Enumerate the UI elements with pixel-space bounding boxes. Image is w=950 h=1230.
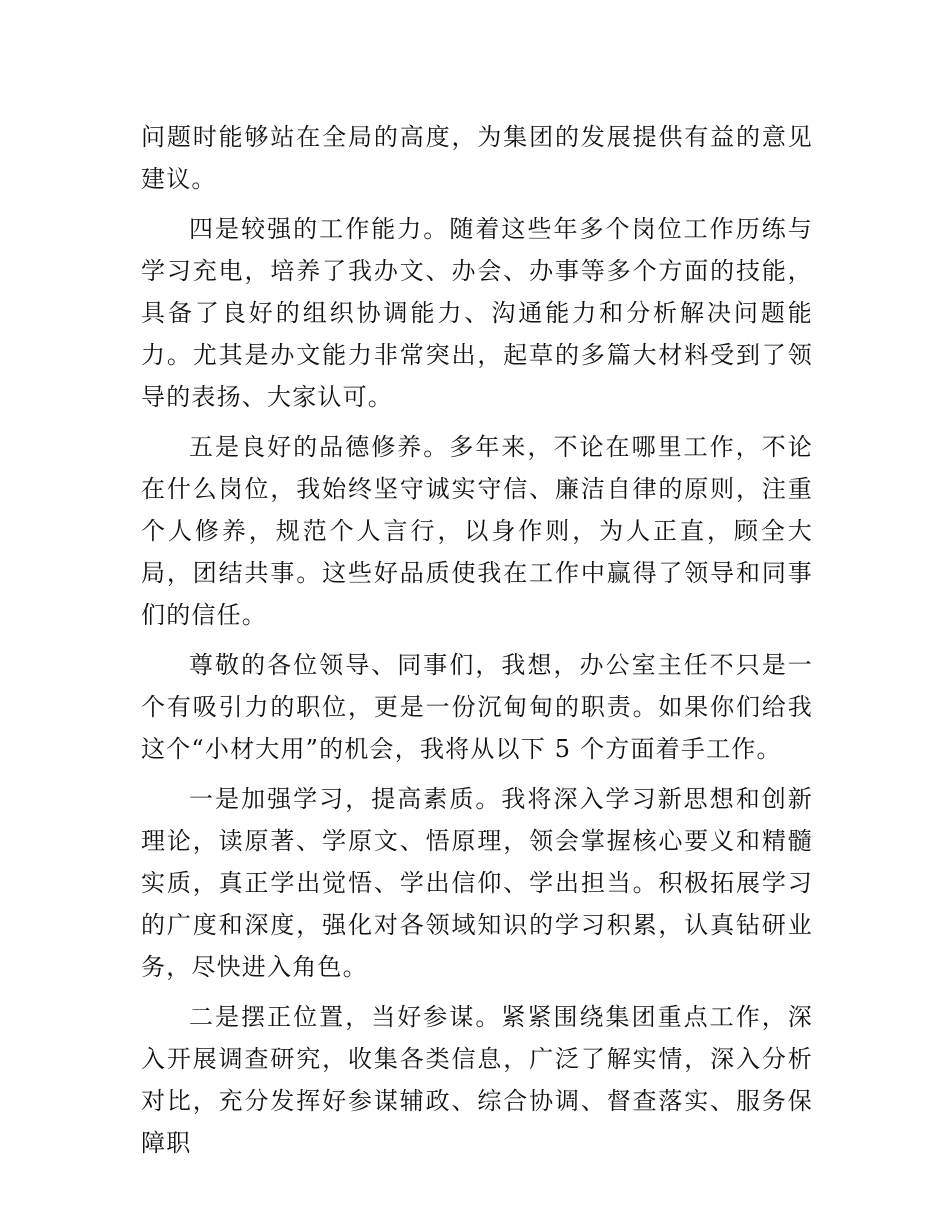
paragraph-address: 尊敬的各位领导、同事们，我想，办公室主任不只是一个有吸引力的职位，更是一份沉甸甸的职责。如果你们给我这个“小材大用”的机会，我将从以下 5 个方面着手工作。 bbox=[141, 651, 813, 763]
paragraph-strengthen-learning: 一是加强学习，提高素质。我将深入学习新思想和创新理论，读原著、学原文、悟原理，领会掌握核心要义和精髓实质，真正学出觉悟、学出信仰、学出担当。积极拓展学习的广度和深度，强化对各领域知识的学习积累，认真钻研业务，尽快进入角色。 bbox=[141, 785, 813, 981]
paragraph-moral-character: 五是良好的品德修养。多年来，不论在哪里工作，不论在什么岗位，我始终坚守诚实守信、廉洁自律的原则，注重个人修养，规范个人言行，以身作则，为人正直，顾全大局，团结共事。这些好品质使我在工作中赢得了领导和同事们的信任。 bbox=[141, 433, 813, 629]
document-body bbox=[141, 116, 813, 1172]
paragraph-continuation: 问题时能够站在全局的高度，为集团的发展提供有益的意见建议。 bbox=[141, 123, 813, 193]
paragraph-advisor-role: 二是摆正位置，当好参谋。紧紧围绕集团重点工作，深入开展调查研究，收集各类信息，广泛了解实情，深入分析对比，充分发挥好参谋辅政、综合协调、督查落实、服务保障职 bbox=[141, 1003, 813, 1157]
paragraph-work-ability: 四是较强的工作能力。随着这些年多个岗位工作历练与学习充电，培养了我办文、办会、办事等多个方面的技能，具备了良好的组织协调能力、沟通能力和分析解决问题能力。尤其是办文能力非常突出，起草的多篇大材料受到了领导的表扬、大家认可。 bbox=[141, 215, 813, 411]
